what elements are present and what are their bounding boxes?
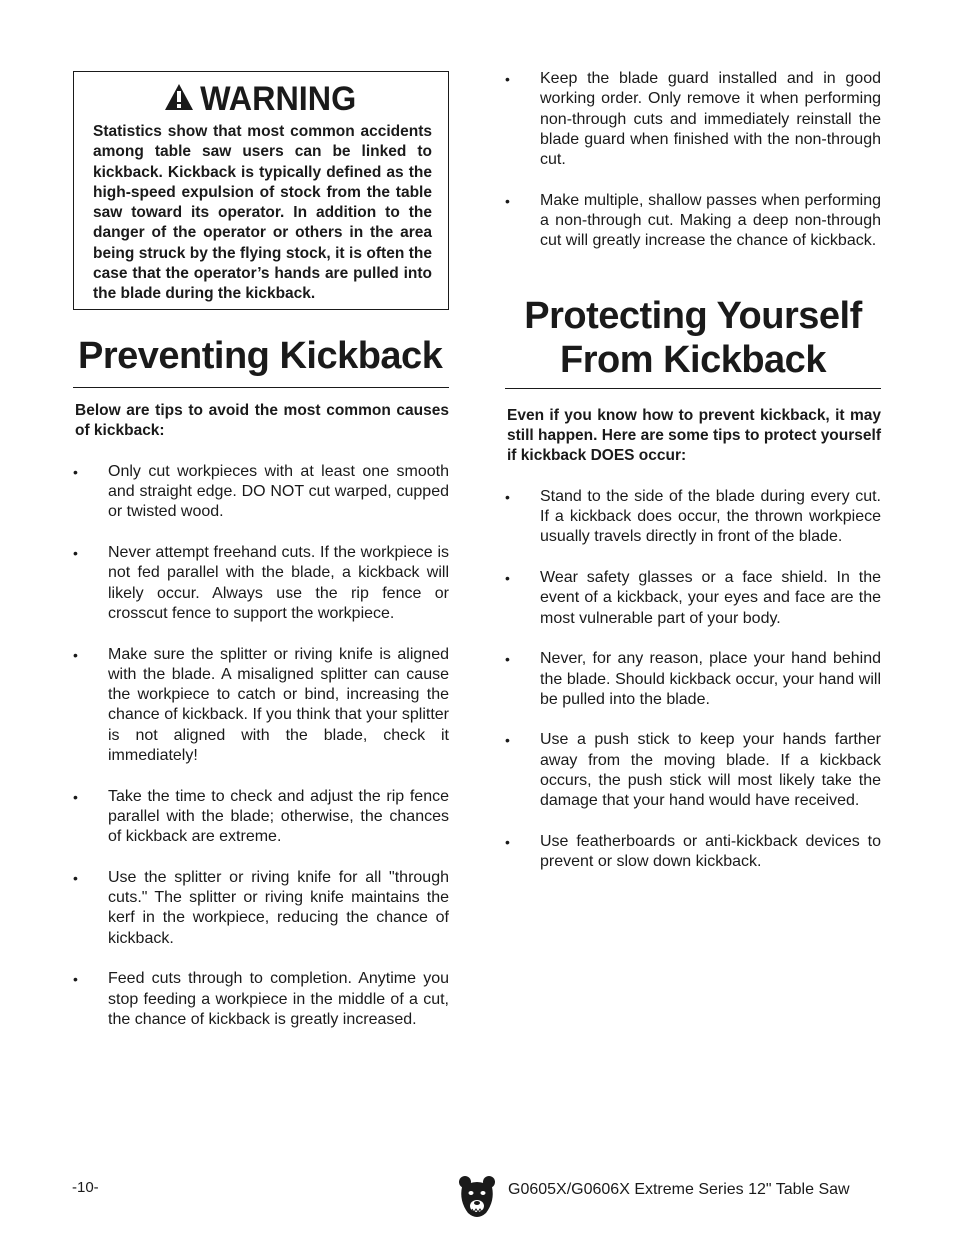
list-item xyxy=(505,649,881,710)
protecting-intro: Even if you know how to prevent kickback, it may still happen. Here are some tips to protect yourself if kickback DOES occur: xyxy=(507,406,881,465)
title-divider xyxy=(73,387,449,388)
list-item-text: Only cut workpieces with at least one smooth and straight edge. DO NOT cut warped, cupped or twisted wood. xyxy=(108,462,449,521)
list-item xyxy=(505,730,881,811)
bullet-icon: • xyxy=(73,869,78,886)
protecting-yourself-title xyxy=(505,294,881,382)
list-item-text: Use the splitter or riving knife for all "through cuts." The splitter or riving knife maintains the kerf in the workpiece, reducing the chance of kickback. xyxy=(108,868,449,947)
model-caption: G0605X/G0606X Extreme Series 12" Table Saw xyxy=(508,1181,850,1198)
list-item xyxy=(505,568,881,629)
list-item-text: Never, for any reason, place your hand behind the blade. Should kickback occur, your hand will be pulled into the blade. xyxy=(540,650,881,708)
warning-text: Statistics show that most common accidents among table saw users can be linked to kickback. Kickback is typically defined as the high-speed expulsion of stock from the table saw toward its operator. In addition to the danger of the operator or others in the area being struck by the flying stock, it is often the case that the operator’s hands are pulled into the blade during the kickback. xyxy=(93,123,432,303)
warning-header xyxy=(93,82,432,116)
page-number: -10- xyxy=(72,1179,99,1196)
bullet-icon: • xyxy=(505,651,510,668)
list-item xyxy=(505,832,881,873)
bullet-icon: • xyxy=(73,788,78,805)
bullet-icon: • xyxy=(73,545,78,562)
list-item xyxy=(505,191,881,252)
list-item-text: Wear safety glasses or a face shield. In the event of a kickback, your eyes and face are the most vulnerable part of your body. xyxy=(540,569,881,627)
preventing-intro: Below are tips to avoid the most common causes of kickback: xyxy=(75,402,449,440)
preventing-kickback-title: Preventing Kickback xyxy=(78,335,443,377)
list-item xyxy=(505,487,881,548)
bullet-icon: • xyxy=(73,463,78,480)
bullet-icon: • xyxy=(505,488,510,505)
list-item xyxy=(73,787,449,848)
left-column xyxy=(73,71,449,1030)
protecting-title-line2: From Kickback xyxy=(560,338,826,381)
warning-title: WARNING xyxy=(200,80,357,118)
warning-box xyxy=(73,71,449,310)
bullet-icon: • xyxy=(73,646,78,663)
list-item-text: Feed cuts through to completion. Anytime you stop feeding a workpiece in the middle of a cut, the chance of kickback is greatly increased. xyxy=(108,970,449,1028)
list-item-text: Stand to the side of the blade during every cut. If a kickback does occur, the thrown workpiece usually travels directly in front of the blade. xyxy=(540,487,881,546)
bullet-icon: • xyxy=(505,833,510,850)
list-item-text: Make sure the splitter or riving knife is aligned with the blade. A misaligned splitter can cause the workpiece to catch or bind, increasing the chance of kickback. If you think that your splitter is not aligned with the blade, check it immediately! xyxy=(108,645,449,765)
protecting-tips-list xyxy=(505,487,881,873)
list-item-text: Use featherboards or anti-kickback devices to prevent or slow down kickback. xyxy=(540,832,881,871)
bullet-icon: • xyxy=(505,192,510,209)
title-divider xyxy=(505,388,881,389)
list-item xyxy=(73,645,449,767)
list-item-text: Take the time to check and adjust the rip fence parallel with the blade; otherwise, the chances of kickback are extreme. xyxy=(108,787,449,846)
bear-logo-icon xyxy=(458,1175,496,1226)
list-item-text: Make multiple, shallow passes when performing a non-through cut. Making a deep non-through cut will greatly increase the chance of kickback. xyxy=(540,191,881,250)
preventing-tips-continued-list xyxy=(505,69,881,252)
list-item xyxy=(505,69,881,170)
list-item xyxy=(73,868,449,949)
warning-triangle-icon xyxy=(164,83,194,115)
bullet-icon: • xyxy=(505,570,510,587)
bullet-icon: • xyxy=(505,732,510,749)
list-item-text: Keep the blade guard installed and in good working order. Only remove it when performing non-through cuts and immediately reinstall the blade guard when finished with the non-through cut. xyxy=(540,70,881,169)
list-item-text: Never attempt freehand cuts. If the workpiece is not fed parallel with the blade, a kickback will likely occur. Always use the rip fence or crosscut fence to support the workpiece. xyxy=(108,544,449,622)
list-item xyxy=(73,462,449,523)
protecting-title-line1: Protecting Yourself xyxy=(524,294,862,337)
bullet-icon: • xyxy=(73,971,78,988)
bullet-icon: • xyxy=(505,71,510,87)
right-column xyxy=(505,69,881,873)
list-item-text: Use a push stick to keep your hands farther away from the moving blade. If a kickback occurs, the push stick will most likely take the damage that your hand would have received. xyxy=(540,731,881,810)
preventing-tips-list xyxy=(73,462,449,1030)
list-item xyxy=(73,543,449,624)
list-item xyxy=(73,969,449,1030)
